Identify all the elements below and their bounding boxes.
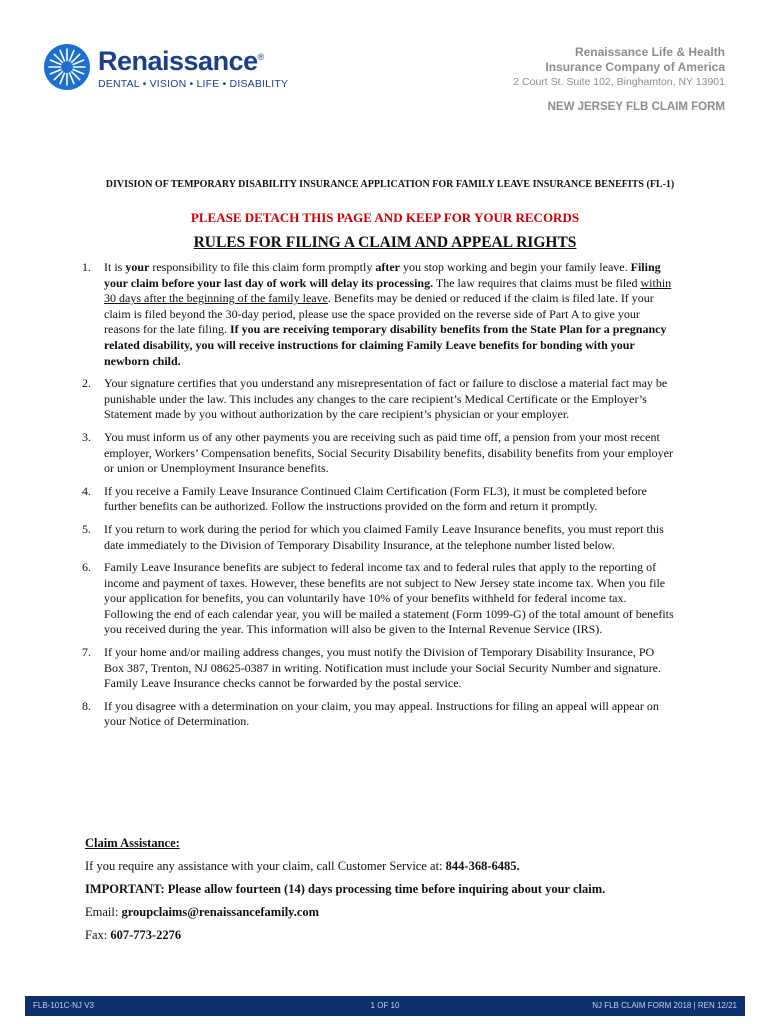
rule-text: The law requires that claims must be filed [433, 275, 641, 290]
rule-number: 3. [82, 429, 91, 444]
rule-text: If your home and/or mailing address changes, you must notify the Division of Temporary Disability Insurance, PO Box 387, Trenton, NJ 08625-0387 in writing. Notification must include your Social Security Number and signature. Family Leave Insurance checks cannot be forwarded by the postal service. [104, 645, 661, 691]
sunburst-icon [44, 44, 90, 90]
logo-tagline: DENTAL • VISION • LIFE • DISABILITY [98, 78, 289, 90]
rule-text: your [125, 260, 150, 274]
rule-text: Family Leave Insurance benefits are subject to federal income tax and to federal rules that apply to the reporting of income and payment of taxes. However, these benefits are not subject to New Jersey state income tax. When you file your application for benefits, you can voluntarily have 10% of your benefits withheld for federal income tax. Following the end of each calendar year, you will be mailed a statement (Form 1099-G) of the total amount of benefits you received during the year. This information will also be given to the Internal Revenue Service (IRS). [104, 560, 674, 637]
email-line [85, 905, 605, 920]
page-number: 1 OF 10 [370, 1001, 400, 1010]
logo-name: Renaissance® [98, 46, 264, 76]
rule-text: If you disagree with a determination on your claim, you may appeal. Instructions for filing an appeal will appear on your Notice of Determination. [104, 698, 659, 729]
company-name-line2: Insurance Company of America [545, 60, 725, 74]
rule-2 [82, 376, 676, 423]
rule-1 [82, 260, 676, 369]
form-name: NEW JERSEY FLB CLAIM FORM [547, 101, 725, 113]
rule-5 [82, 522, 676, 553]
phone-number[interactable]: 844-368-6485. [445, 859, 520, 873]
rule-8 [82, 699, 676, 730]
rule-number: 1. [82, 260, 91, 274]
division-title: DIVISION OF TEMPORARY DISABILITY INSURANCE APPLICATION FOR FAMILY LEAVE INSURANCE BENEFITS (FL-1) [105, 179, 675, 190]
important-notice: IMPORTANT: Please allow fourteen (14) days processing time before inquiring about your claim. [85, 882, 606, 896]
rule-number: 5. [82, 521, 91, 536]
rule-text: It is [104, 260, 126, 274]
rule-number: 7. [82, 645, 91, 660]
email-link[interactable]: groupclaims@renaissancefamily.com [121, 905, 320, 919]
rule-number: 2. [82, 376, 91, 391]
rule-text: within 30 days after the beginning of the family leave [104, 275, 672, 306]
form-code: FLB-101C-NJ V3 [33, 1001, 94, 1010]
detach-notice: PLEASE DETACH THIS PAGE AND KEEP FOR YOUR RECORDS [190, 210, 580, 225]
rule-number: 8. [82, 698, 91, 713]
rule-text: Your signature certifies that you understand any misrepresentation of fact or failure to disclose a material fact may be punishable under the law. This includes any changes to the care recipient’s Medical Certificate or the Employer’s Statement made by you without authorization by the care recipient’s physician or your employer. [104, 376, 668, 422]
fax-line [85, 928, 605, 943]
rule-text: If you receive a Family Leave Insurance Continued Claim Certification (Form FL3), it must be completed before further benefits can be authorized. Follow the instructions provided on the form and return it promptly. [104, 483, 647, 514]
rule-text: responsibility to file this claim form promptly [149, 260, 376, 274]
company-name-line1: Renaissance Life & Health [574, 45, 725, 59]
rule-text: Filing your claim before your last day of work will delay its processing. [104, 260, 661, 290]
company-address: 2 Court St. Suite 102, Binghamton, NY 13901 [513, 76, 725, 88]
rule-number: 6. [82, 560, 91, 575]
company-info [513, 45, 725, 90]
rule-4 [82, 484, 676, 515]
claim-assistance [85, 836, 605, 951]
fax-label: Fax: [85, 928, 111, 942]
assistance-text: If you require any assistance with your claim, call Customer Service at: [85, 859, 446, 873]
assistance-phone-line [85, 859, 605, 874]
form-revision: NJ FLB CLAIM FORM 2018 | REN 12/21 [592, 1001, 737, 1010]
email-label: Email: [85, 905, 122, 919]
rule-text: you stop working and begin your family leave. [399, 260, 631, 274]
rule-number: 4. [82, 483, 91, 498]
rule-6 [82, 560, 676, 638]
rule-text: If you are receiving temporary disability benefits from the State Plan for a pregnancy related disability, you will receive instructions for claiming Family Leave benefits for bonding with your newborn child. [104, 322, 667, 368]
rule-3 [82, 430, 676, 477]
rule-text: You must inform us of any other payments you are receiving such as paid time off, a pension from your most recent employer, Workers’ Compensation benefits, Social Security Disability benefits, disability benefits from your employer or union or Unemployment Insurance benefits. [104, 429, 673, 476]
rule-text: . Benefits may be denied or reduced if the claim is filed late. If your claim is filed beyond the 30-day period, please use the space provided on the reverse side of Part A to give your reasons for the late filing. [104, 291, 654, 337]
fax-number: 607-773-2276 [110, 928, 182, 942]
rule-text: If you return to work during the period for which you claimed Family Leave Insurance benefits, you must report this date immediately to the Division of Temporary Disability Insurance, at the telephone number listed below. [104, 521, 664, 552]
rules-list [82, 260, 676, 737]
rule-text: after [375, 260, 400, 274]
assistance-heading: Claim Assistance: [85, 836, 180, 850]
page-footer [25, 996, 745, 1016]
rules-title: RULES FOR FILING A CLAIM AND APPEAL RIGHTS [193, 234, 577, 251]
rule-7 [82, 645, 676, 692]
company-logo [44, 44, 304, 94]
